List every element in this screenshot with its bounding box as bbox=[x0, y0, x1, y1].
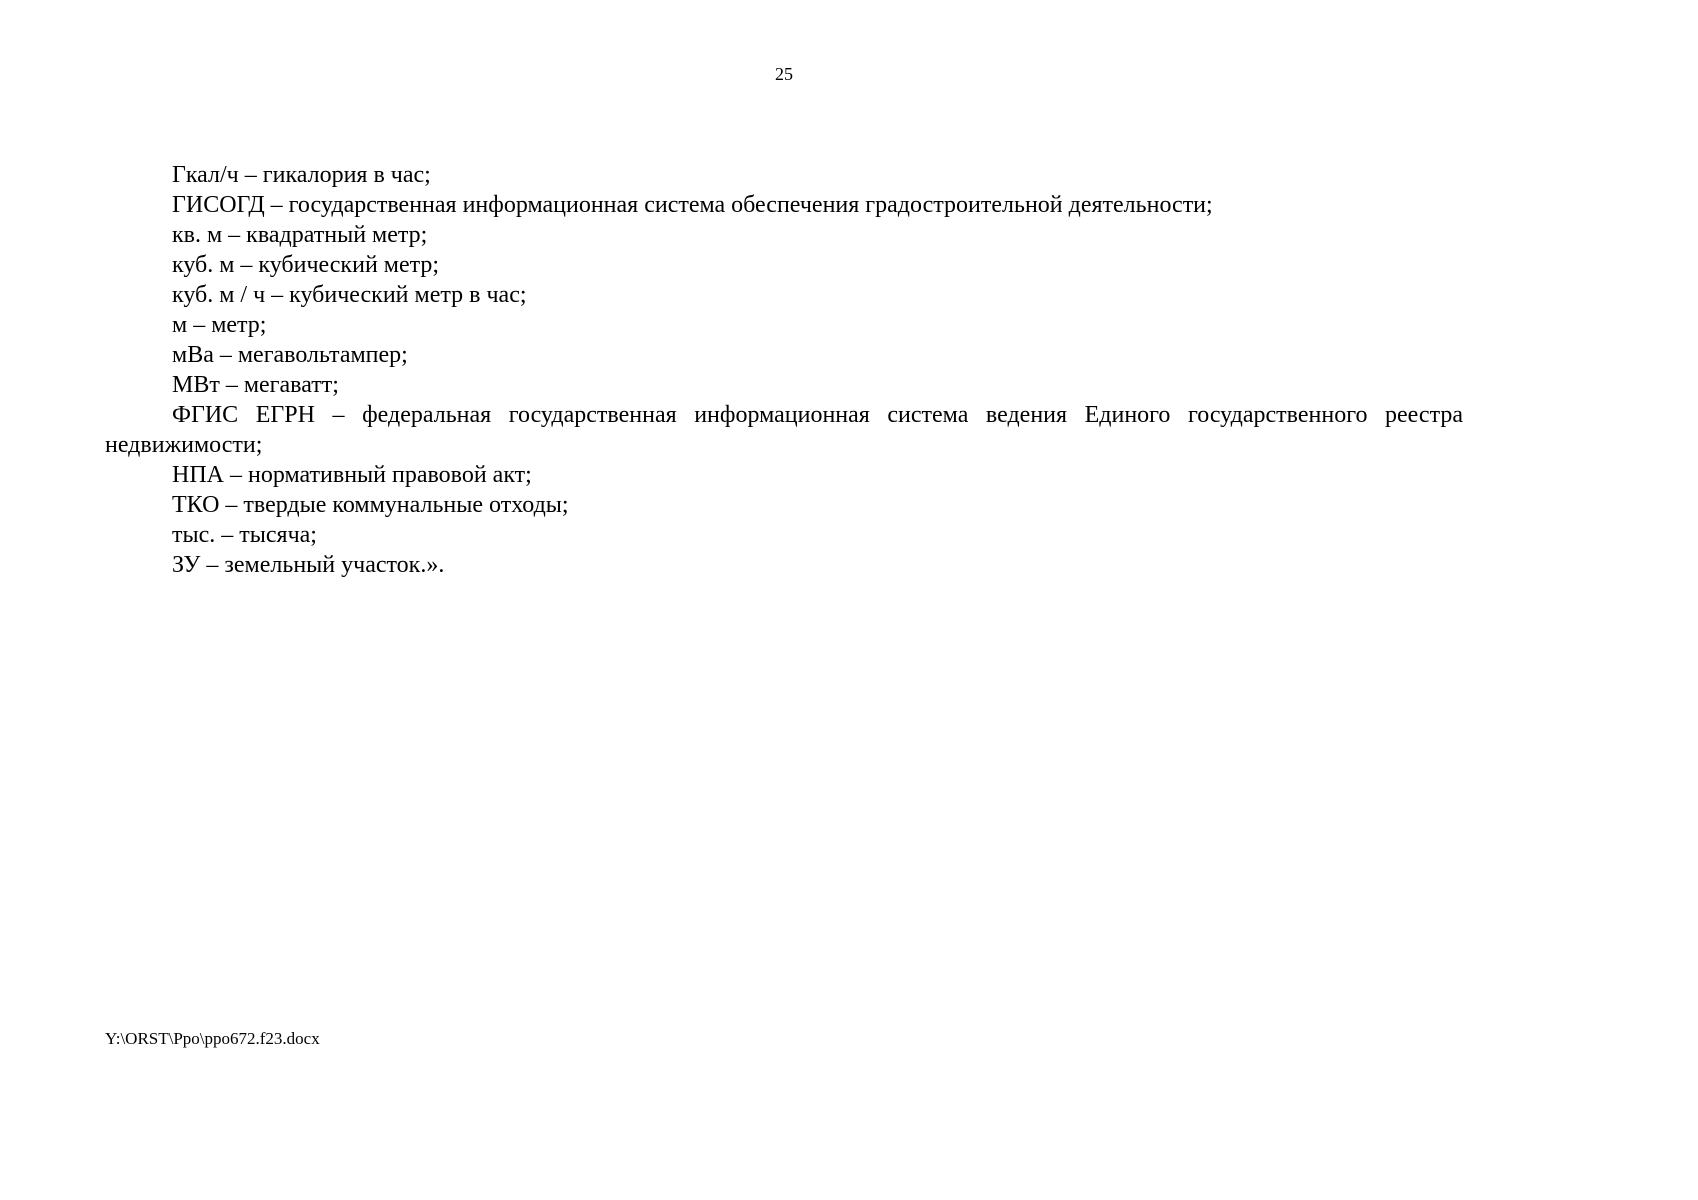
page-number: 25 bbox=[775, 64, 793, 84]
list-item: м – метр; bbox=[172, 312, 267, 338]
list-item-fgis-continuation: недвижимости; bbox=[105, 432, 263, 458]
list-item: тыс. – тысяча; bbox=[172, 522, 317, 548]
list-item: ТКО – твердые коммунальные отходы; bbox=[172, 492, 569, 518]
list-item-fgis: ФГИС ЕГРН – федеральная государственная информационная система ведения Единого государственного реестра bbox=[172, 402, 1463, 428]
list-item: кв. м – квадратный метр; bbox=[172, 222, 428, 248]
list-item: НПА – нормативный правовой акт; bbox=[172, 462, 532, 488]
list-item: куб. м – кубический метр; bbox=[172, 252, 440, 278]
list-item: ГИСОГД – государственная информационная система обеспечения градостроительной деятельности; bbox=[172, 192, 1213, 218]
list-item: МВт – мегаватт; bbox=[172, 372, 339, 398]
file-path-footer: Y:\ORST\Ppo\ppo672.f23.docx bbox=[105, 1029, 320, 1048]
list-item: Гкал/ч – гикалория в час; bbox=[172, 162, 431, 188]
list-item: куб. м / ч – кубический метр в час; bbox=[172, 282, 527, 308]
abbreviations-list bbox=[105, 160, 1463, 580]
list-item: ЗУ – земельный участок.». bbox=[172, 552, 445, 578]
list-item: мВа – мегавольтампер; bbox=[172, 342, 408, 368]
